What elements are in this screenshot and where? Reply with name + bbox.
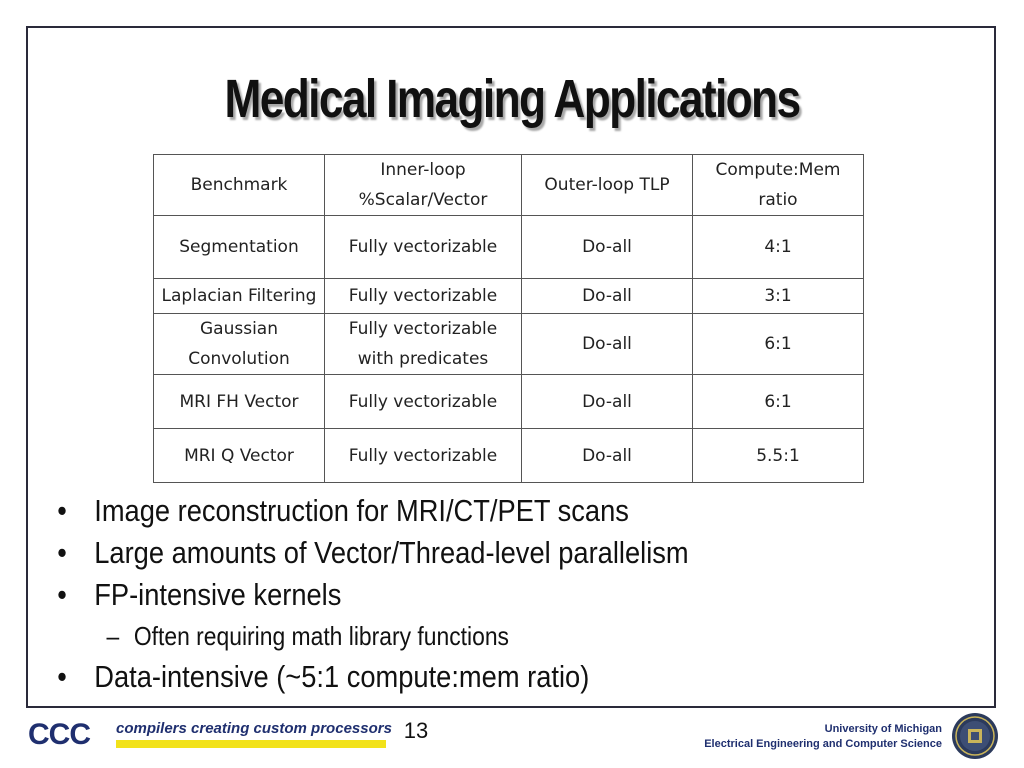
bullet-item: • Large amounts of Vector/Thread-level parallelism bbox=[52, 532, 689, 574]
inner-loop-cell: Fully vectorizable bbox=[325, 429, 522, 483]
benchmark-cell: Gaussian Convolution bbox=[154, 314, 325, 375]
ratio-cell: 5.5:1 bbox=[693, 429, 864, 483]
ccc-logo bbox=[28, 716, 392, 756]
logo-tagline: compilers creating custom processors bbox=[116, 720, 392, 737]
benchmark-table bbox=[153, 154, 864, 483]
ratio-cell: 4:1 bbox=[693, 216, 864, 279]
benchmark-cell: Segmentation bbox=[154, 216, 325, 279]
sub-bullet-item: – Often requiring math library functions bbox=[52, 616, 689, 656]
inner-loop-cell: Fully vectorizable with predicates bbox=[325, 314, 522, 375]
inner-loop-cell: Fully vectorizable bbox=[325, 279, 522, 314]
bullet-dot-icon: • bbox=[57, 577, 67, 612]
header-cell: Compute:Mem ratio bbox=[693, 155, 864, 216]
outer-loop-cell: Do-all bbox=[522, 314, 693, 375]
bullet-dot-icon: • bbox=[57, 493, 67, 528]
table-header-row bbox=[154, 155, 864, 216]
outer-loop-cell: Do-all bbox=[522, 279, 693, 314]
outer-loop-cell: Do-all bbox=[522, 375, 693, 429]
bullet-item: • Image reconstruction for MRI/CT/PET scans bbox=[52, 490, 689, 532]
ratio-cell: 3:1 bbox=[693, 279, 864, 314]
bullet-dot-icon: • bbox=[57, 535, 67, 570]
benchmark-cell: Laplacian Filtering bbox=[154, 279, 325, 314]
page-number: 13 bbox=[403, 718, 429, 743]
table-row bbox=[154, 314, 864, 375]
bullet-dot-icon: • bbox=[57, 659, 67, 694]
ccc-logo-text: CCC bbox=[28, 718, 90, 751]
bullet-item: • Data-intensive (~5:1 compute:mem ratio) bbox=[52, 656, 689, 698]
benchmark-cell: MRI FH Vector bbox=[154, 375, 325, 429]
ratio-cell: 6:1 bbox=[693, 375, 864, 429]
bullet-dash-icon: – bbox=[106, 621, 120, 651]
logo-underline-bar bbox=[116, 740, 386, 748]
university-seal-icon bbox=[951, 712, 999, 760]
header-cell: Inner-loop %Scalar/Vector bbox=[325, 155, 522, 216]
inner-loop-cell: Fully vectorizable bbox=[325, 216, 522, 279]
table-row bbox=[154, 375, 864, 429]
bullet-item: • FP-intensive kernels bbox=[52, 574, 689, 616]
benchmark-cell: MRI Q Vector bbox=[154, 429, 325, 483]
table-row bbox=[154, 216, 864, 279]
table-row bbox=[154, 429, 864, 483]
university-credit bbox=[704, 722, 942, 752]
outer-loop-cell: Do-all bbox=[522, 429, 693, 483]
header-cell: Benchmark bbox=[154, 155, 325, 216]
department-name: Electrical Engineering and Computer Science bbox=[704, 738, 942, 750]
header-cell: Outer-loop TLP bbox=[522, 155, 693, 216]
ratio-cell: 6:1 bbox=[693, 314, 864, 375]
slide-title: Medical Imaging Applications bbox=[224, 69, 800, 129]
outer-loop-cell: Do-all bbox=[522, 216, 693, 279]
university-name: University of Michigan bbox=[824, 723, 942, 735]
table-row bbox=[154, 279, 864, 314]
bullet-list bbox=[52, 490, 775, 698]
inner-loop-cell: Fully vectorizable bbox=[325, 375, 522, 429]
